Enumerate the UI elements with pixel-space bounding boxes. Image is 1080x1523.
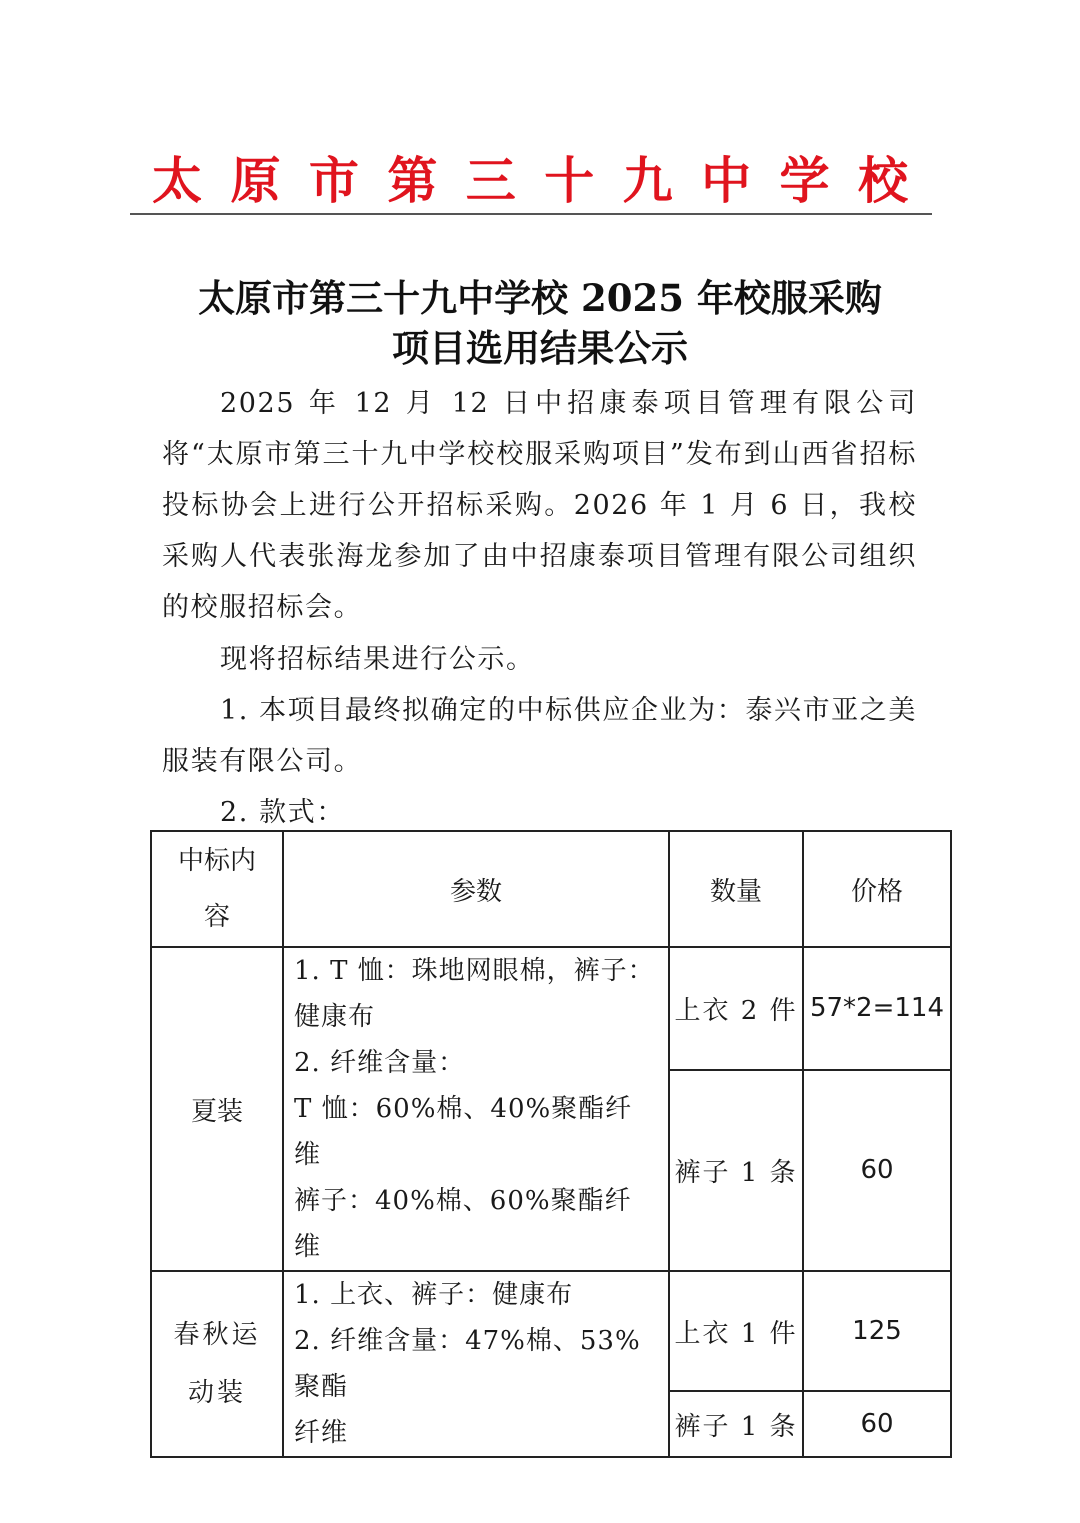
summer-param-line: 裤子：40%棉、60%聚酯纤维 [294,1186,632,1262]
summer-param-line: 1. T 恤：珠地网眼棉，裤子： [294,956,655,986]
body-paragraph-1-text: 2025 年 12 月 12 日中招康泰项目管理有限公司将“太原市第三十九中学校校服采购项目”发布到山西省招标投标协会上进行公开招标采购。2026 年 1 月 6 日，我校采购人代表张海龙参加了由中招康泰项目管理有限公司组织的校服招标会。 [162,388,917,623]
table-row [151,947,951,1070]
summer-pants-qty: 裤子 1 条 [669,1070,803,1271]
letterhead-char: 第 [387,152,438,210]
sport-label-line2: 动装 [187,1378,246,1408]
header-content [151,831,283,947]
sport-param-line: 纤维 [294,1418,349,1448]
header-price: 价格 [803,831,951,947]
header-quantity: 数量 [669,831,803,947]
document-title-line1: 太原市第三十九中学校 2025 年校服采购 [198,276,882,320]
header-content-line1: 中标内 [177,846,256,876]
body-paragraph-3-text: 1. 本项目最终拟确定的中标供应企业为：泰兴市亚之美服装有限公司。 [162,695,917,777]
sport-params [283,1271,669,1457]
letterhead-char: 九 [622,152,673,210]
summer-label: 夏装 [151,947,283,1271]
body-paragraph-1 [162,378,917,633]
header-content-line2: 容 [203,902,230,932]
letterhead-char: 原 [230,152,281,210]
summer-param-line: T 恤：60%棉、40%聚酯纤维 [294,1094,633,1170]
letterhead-char: 太 [152,152,202,210]
uniform-spec-table [150,830,952,1458]
sport-pants-price: 60 [803,1391,951,1457]
document-title-line2: 项目选用结果公示 [392,326,688,370]
sport-top-price: 125 [803,1271,951,1391]
summer-params [283,947,669,1271]
letterhead-divider [130,213,932,215]
table-header-row [151,831,951,947]
sport-pants-qty: 裤子 1 条 [669,1391,803,1457]
table-row [151,1271,951,1391]
summer-top-qty: 上衣 2 件 [669,947,803,1070]
letterhead-char: 中 [701,152,752,210]
sport-top-qty: 上衣 1 件 [669,1271,803,1391]
header-params: 参数 [283,831,669,947]
body-paragraph-2 [162,634,917,685]
letterhead-char: 校 [857,152,908,210]
summer-top-price: 57*2=114 [803,947,951,1070]
sport-param-line: 2. 纤维含量：47%棉、53%聚酯 [294,1326,641,1402]
letterhead-school-name [130,140,930,214]
summer-param-line: 2. 纤维含量： [294,1048,466,1078]
sport-label [151,1271,283,1457]
sport-label-line1: 春秋运 [173,1320,261,1350]
sport-param-line: 1. 上衣、裤子：健康布 [294,1280,574,1310]
letterhead-char: 市 [308,152,359,210]
body-paragraph-4-text: 2. 款式： [220,797,345,828]
letterhead-char: 十 [544,152,595,210]
summer-pants-price: 60 [803,1070,951,1271]
body-paragraph-2-text: 现将招标结果进行公示。 [220,644,535,675]
letterhead-char: 学 [779,152,830,210]
summer-param-line: 健康布 [294,1002,376,1032]
body-paragraph-3 [162,685,917,787]
letterhead-char: 三 [465,152,516,210]
